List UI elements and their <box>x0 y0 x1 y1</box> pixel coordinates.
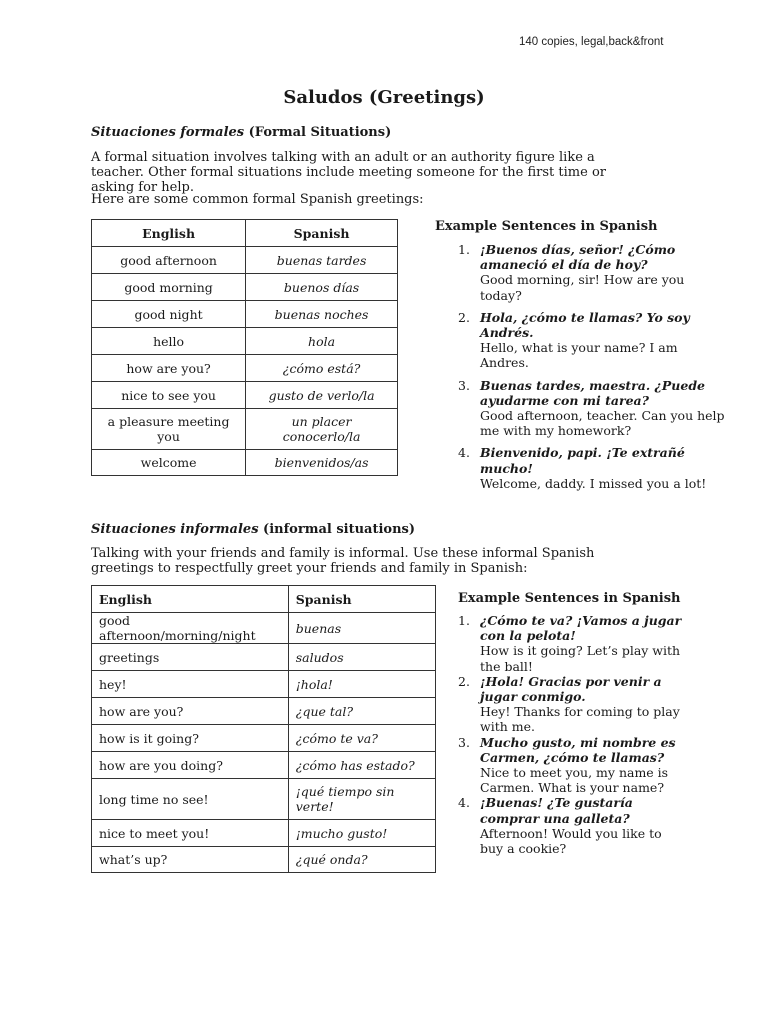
spanish-cell: buenas <box>288 613 435 644</box>
english-cell: greetings <box>92 644 289 671</box>
spanish-cell: hola <box>246 328 398 355</box>
informal-heading-es: Situaciones informales <box>91 522 259 537</box>
spanish-cell: ¡mucho gusto! <box>288 820 435 847</box>
english-cell: nice to meet you! <box>92 820 289 847</box>
table-row <box>92 409 398 450</box>
table-row <box>92 725 436 752</box>
english-translation: Afternoon! Would you like to buy a cookie? <box>480 825 662 857</box>
english-cell: a pleasure meeting you <box>92 409 246 450</box>
english-cell: welcome <box>92 450 246 476</box>
list-item <box>458 445 728 491</box>
informal-intro: Talking with your friends and family is informal. Use these informal Spanish greetings to respectfully greet your friends and family in Spanish: <box>91 546 595 576</box>
table-header-row <box>92 586 436 613</box>
spanish-cell: gusto de verlo/la <box>246 382 398 409</box>
informal-heading-en: (informal situations) <box>263 522 416 537</box>
english-translation: Hey! Thanks for coming to play with me. <box>480 704 680 735</box>
informal-greetings-table <box>91 585 436 873</box>
english-translation: Hello, what is your name? I am Andres. <box>480 340 678 371</box>
english-cell: hey! <box>92 671 289 698</box>
informal-examples-heading: Example Sentences in Spanish <box>458 591 681 606</box>
column-header-english: English <box>92 586 289 613</box>
table-row <box>92 247 398 274</box>
english-cell: good afternoon <box>92 247 246 274</box>
english-cell: long time no see! <box>92 779 289 820</box>
table-row <box>92 355 398 382</box>
spanish-sentence: Mucho gusto, mi nombre es Carmen, ¿cómo te llamas? <box>480 734 676 765</box>
page-title: Saludos (Greetings) <box>283 87 485 108</box>
formal-lead: Here are some common formal Spanish greetings: <box>91 192 424 207</box>
item-number: 2. <box>458 673 470 689</box>
item-number: 1. <box>458 613 470 628</box>
list-item <box>458 735 688 796</box>
item-number: 4. <box>458 445 470 461</box>
spanish-cell: buenas tardes <box>246 247 398 274</box>
spanish-cell: ¿cómo has estado? <box>288 752 435 779</box>
list-item <box>458 310 728 371</box>
spanish-cell: ¿cómo te va? <box>288 725 435 752</box>
column-header-spanish: Spanish <box>288 586 435 613</box>
spanish-cell: ¿qué onda? <box>288 847 435 873</box>
item-number: 2. <box>458 309 470 325</box>
list-item <box>458 795 688 856</box>
spanish-cell: buenos días <box>246 274 398 301</box>
formal-examples-heading: Example Sentences in Spanish <box>435 219 658 234</box>
table-row <box>92 644 436 671</box>
table-row <box>92 301 398 328</box>
spanish-sentence: ¡Buenos días, señor! ¿Cómo amaneció el día de hoy? <box>480 242 676 273</box>
spanish-cell: ¿que tal? <box>288 698 435 725</box>
print-note: 140 copies, legal,back&front <box>519 36 664 48</box>
formal-heading-en: (Formal Situations) <box>248 125 392 140</box>
english-cell: nice to see you <box>92 382 246 409</box>
english-translation: Good morning, sir! How are you today? <box>480 272 685 303</box>
column-header-english: English <box>92 220 246 247</box>
spanish-cell: ¿cómo está? <box>246 355 398 382</box>
spanish-sentence: ¡Buenas! ¿Te gustaría comprar una galleta? <box>480 795 633 826</box>
english-cell: how are you? <box>92 698 289 725</box>
table-row <box>92 328 398 355</box>
english-cell: what’s up? <box>92 847 289 873</box>
english-cell: good morning <box>92 274 246 301</box>
table-row <box>92 382 398 409</box>
spanish-cell: saludos <box>288 644 435 671</box>
item-number: 3. <box>458 377 470 393</box>
english-cell: how is it going? <box>92 725 289 752</box>
column-header-spanish: Spanish <box>246 220 398 247</box>
spanish-sentence: Bienvenido, papi. ¡Te extrañé mucho! <box>480 445 685 476</box>
spanish-sentence: Hola, ¿cómo te llamas? Yo soy Andrés. <box>480 309 690 341</box>
formal-greetings-table <box>91 219 398 476</box>
english-cell: good afternoon/morning/night <box>92 613 289 644</box>
english-cell: how are you? <box>92 355 246 382</box>
spanish-cell: buenas noches <box>246 301 398 328</box>
spanish-cell: bienvenidos/as <box>246 450 398 476</box>
table-row <box>92 450 398 476</box>
table-row <box>92 698 436 725</box>
english-translation: Good afternoon, teacher. Can you help me with my homework? <box>480 408 725 439</box>
informal-heading <box>91 522 415 537</box>
formal-intro: A formal situation involves talking with an adult or an authority figure like a teacher. Other formal situations include meeting someone for the first time or asking for help. <box>91 150 606 195</box>
list-item <box>458 613 688 674</box>
english-cell: hello <box>92 328 246 355</box>
informal-examples-list <box>458 613 688 856</box>
list-item <box>458 242 728 303</box>
table-row <box>92 671 436 698</box>
spanish-sentence: ¡Hola! Gracias por venir a jugar conmigo. <box>480 673 662 705</box>
table-row <box>92 820 436 847</box>
spanish-cell: ¡qué tiempo sin verte! <box>288 779 435 820</box>
item-number: 4. <box>458 795 470 811</box>
table-row <box>92 779 436 820</box>
list-item <box>458 378 728 439</box>
formal-heading <box>91 125 391 140</box>
english-translation: Nice to meet you, my name is Carmen. What is your name? <box>480 765 669 796</box>
table-row <box>92 752 436 779</box>
table-header-row <box>92 220 398 247</box>
english-cell: how are you doing? <box>92 752 289 779</box>
item-number: 3. <box>458 734 470 750</box>
formal-heading-es: Situaciones formales <box>91 125 245 140</box>
spanish-sentence: ¿Cómo te va? ¡Vamos a jugar con la pelota! <box>480 613 682 644</box>
english-translation: Welcome, daddy. I missed you a lot! <box>480 475 707 491</box>
english-translation: How is it going? Let’s play with the ball! <box>480 643 681 674</box>
table-row <box>92 613 436 644</box>
spanish-sentence: Buenas tardes, maestra. ¿Puede ayudarme con mi tarea? <box>480 377 706 408</box>
table-row <box>92 847 436 873</box>
spanish-cell: ¡hola! <box>288 671 435 698</box>
list-item <box>458 674 688 735</box>
formal-examples-list <box>458 242 728 491</box>
item-number: 1. <box>458 242 470 257</box>
table-row <box>92 274 398 301</box>
english-cell: good night <box>92 301 246 328</box>
spanish-cell: un placer conocerlo/la <box>246 409 398 450</box>
